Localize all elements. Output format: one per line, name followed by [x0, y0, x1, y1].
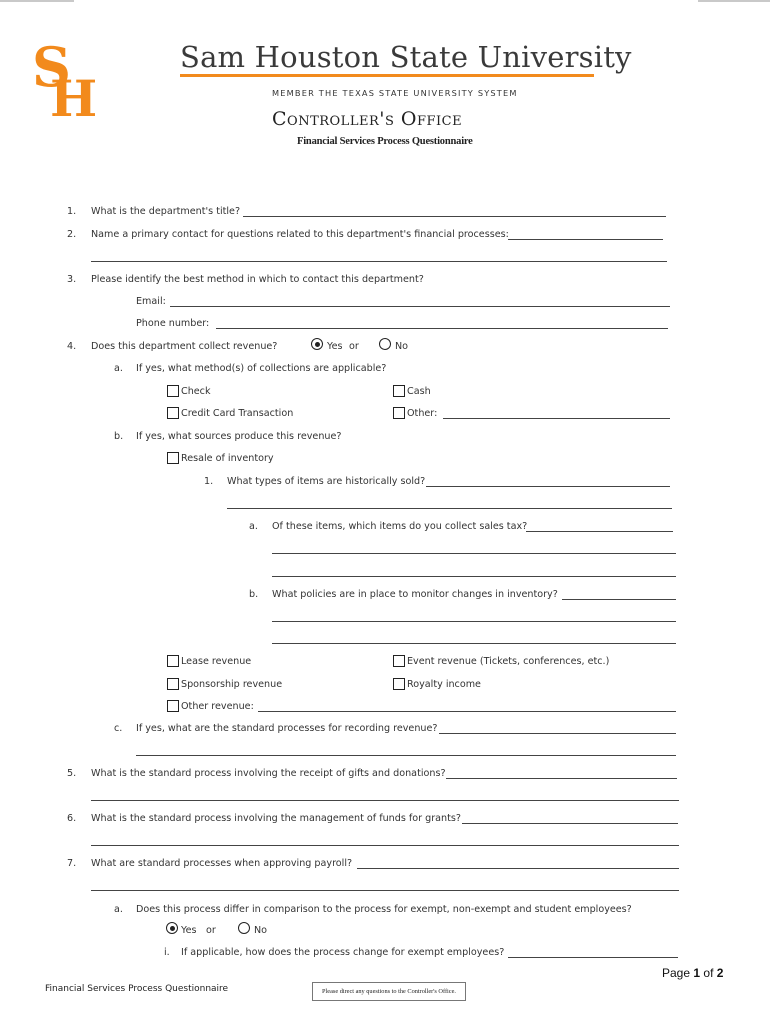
cash-label: Cash: [407, 386, 431, 397]
resale-label: Resale of inventory: [181, 453, 274, 464]
q4c-number: c.: [114, 723, 123, 734]
page-of: of: [703, 966, 714, 980]
other-revenue-checkbox[interactable]: [167, 700, 179, 712]
q7-line-2[interactable]: [91, 890, 679, 891]
credit-card-label: Credit Card Transaction: [181, 408, 294, 419]
event-checkbox[interactable]: [393, 655, 405, 667]
q4-or-label: or: [349, 341, 359, 352]
shsu-logo-icon: [32, 38, 102, 118]
other-method-line[interactable]: [443, 418, 670, 419]
footer-form-title: Financial Services Process Questionnaire: [45, 984, 229, 994]
page-current: 1: [693, 966, 701, 980]
q7ai-number: i.: [164, 947, 170, 958]
other-method-checkbox[interactable]: [393, 407, 405, 419]
q2-number: 2.: [67, 229, 77, 240]
q7a-text: Does this process differ in comparison to the process for exempt, non-exempt and student employees?: [136, 904, 632, 915]
q4b1a-number: a.: [249, 521, 258, 532]
q4-text: Does this department collect revenue?: [91, 341, 278, 352]
q4b1-number: 1.: [204, 476, 214, 487]
check-label: Check: [181, 386, 211, 397]
page-number: [662, 966, 723, 980]
resale-checkbox[interactable]: [167, 452, 179, 464]
q2-answer-line-2[interactable]: [91, 261, 667, 262]
top-rule-left: [0, 0, 74, 2]
q4b1b-line[interactable]: [562, 599, 676, 600]
q3-email-label: Email:: [136, 296, 166, 307]
q5-text: What is the standard process involving the receipt of gifts and donations?: [91, 768, 446, 779]
q7a-no-label: No: [254, 925, 268, 936]
q6-line-2[interactable]: [91, 845, 679, 846]
q4b-number: b.: [114, 431, 124, 442]
q4-no-radio[interactable]: [379, 338, 391, 350]
page-label: Page: [662, 966, 691, 980]
cash-checkbox[interactable]: [393, 385, 405, 397]
other-revenue-label: Other revenue:: [181, 701, 254, 712]
q3-phone-line[interactable]: [216, 328, 668, 329]
q7a-yes-radio[interactable]: [166, 922, 178, 934]
q2-text: Name a primary contact for questions related to this department's financial processes:: [91, 229, 509, 240]
q1-text: What is the department's title?: [91, 206, 241, 217]
q4c-line-2[interactable]: [136, 755, 676, 756]
q3-number: 3.: [67, 274, 77, 285]
q7a-number: a.: [114, 904, 123, 915]
page-total: 2: [716, 966, 724, 980]
q4b-text: If yes, what sources produce this revenue?: [136, 431, 342, 442]
university-name-underline: [180, 74, 594, 77]
member-line: MEMBER THE TEXAS STATE UNIVERSITY SYSTEM: [272, 88, 518, 98]
event-label: Event revenue (Tickets, conferences, etc.): [407, 656, 610, 667]
royalty-label: Royalty income: [407, 679, 481, 690]
sponsorship-label: Sponsorship revenue: [181, 679, 283, 690]
university-name: Sam Houston State University: [180, 40, 632, 74]
q7ai-text: If applicable, how does the process change for exempt employees?: [181, 947, 505, 958]
q4b1b-number: b.: [249, 589, 259, 600]
q4a-number: a.: [114, 363, 123, 374]
footer-contact-box: Please direct any questions to the Controller's Office.: [312, 982, 466, 1001]
q6-line[interactable]: [462, 823, 678, 824]
q4c-text: If yes, what are the standard processes for recording revenue?: [136, 723, 438, 734]
q5-number: 5.: [67, 768, 77, 779]
q3-text: Please identify the best method in which to contact this department?: [91, 274, 424, 285]
q4b1a-line-2[interactable]: [272, 553, 676, 554]
form-title: Financial Services Process Questionnaire: [297, 136, 473, 147]
q5-line-2[interactable]: [91, 800, 679, 801]
lease-label: Lease revenue: [181, 656, 252, 667]
q4b1-text: What types of items are historically sold?: [227, 476, 426, 487]
q3-phone-label: Phone number:: [136, 318, 210, 329]
q4b1-line[interactable]: [426, 486, 670, 487]
royalty-checkbox[interactable]: [393, 678, 405, 690]
q4b1b-line-2[interactable]: [272, 621, 676, 622]
svg-text:S: S: [32, 38, 71, 99]
q4b1a-text: Of these items, which items do you collect sales tax?: [272, 521, 528, 532]
q3-email-line[interactable]: [170, 306, 670, 307]
sponsorship-checkbox[interactable]: [167, 678, 179, 690]
q4b1b-text: What policies are in place to monitor changes in inventory?: [272, 589, 558, 600]
check-checkbox[interactable]: [167, 385, 179, 397]
q7ai-line[interactable]: [508, 957, 678, 958]
q1-answer-line[interactable]: [243, 216, 666, 217]
q7-number: 7.: [67, 858, 77, 869]
other-revenue-line[interactable]: [258, 711, 676, 712]
top-rule-right: [698, 0, 770, 2]
q4-yes-label: Yes: [327, 341, 343, 352]
q6-number: 6.: [67, 813, 77, 824]
q2-answer-line[interactable]: [508, 239, 663, 240]
office-title: Controller's Office: [272, 108, 463, 130]
credit-card-checkbox[interactable]: [167, 407, 179, 419]
lease-checkbox[interactable]: [167, 655, 179, 667]
q7-text: What are standard processes when approving payroll?: [91, 858, 353, 869]
q7-line[interactable]: [357, 868, 679, 869]
q1-number: 1.: [67, 206, 77, 217]
q4a-text: If yes, what method(s) of collections are applicable?: [136, 363, 387, 374]
q4b1b-line-3[interactable]: [272, 643, 676, 644]
q4-no-label: No: [395, 341, 409, 352]
q4b1-line-2[interactable]: [227, 508, 672, 509]
q7a-no-radio[interactable]: [238, 922, 250, 934]
q6-text: What is the standard process involving the management of funds for grants?: [91, 813, 461, 824]
q4-yes-radio[interactable]: [311, 338, 323, 350]
q7a-yes-label: Yes: [181, 925, 197, 936]
q5-line[interactable]: [446, 778, 677, 779]
q4b1a-line-3[interactable]: [272, 576, 676, 577]
q7a-or-label: or: [206, 925, 216, 936]
svg-text:H: H: [50, 69, 98, 118]
q4-number: 4.: [67, 341, 77, 352]
q4c-line[interactable]: [439, 733, 676, 734]
q4b1a-line[interactable]: [526, 531, 673, 532]
other-method-label: Other:: [407, 408, 438, 419]
